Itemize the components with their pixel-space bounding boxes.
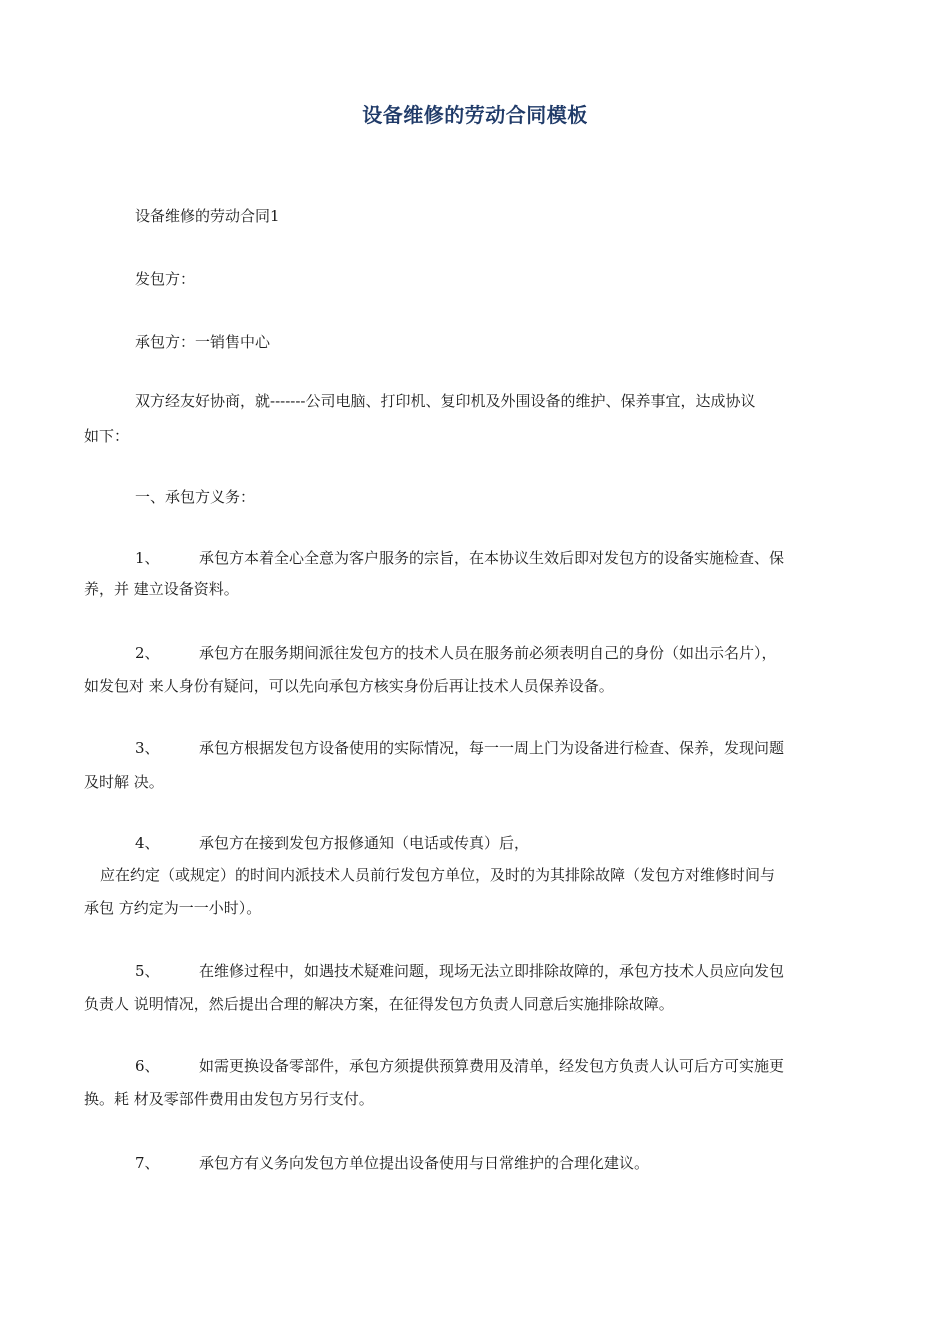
intro-paragraph-line2: 如下： — [84, 427, 130, 445]
list-item-number: 2、 — [135, 644, 160, 662]
list-item-text: 在维修过程中，如遇技术疑难问题，现场无法立即排除故障的，承包方技术人员应向发包 — [199, 962, 785, 980]
party-a-label: 发包方： — [135, 270, 196, 288]
list-item-2-line1 — [135, 644, 935, 662]
list-item-6-line1 — [135, 1057, 935, 1075]
list-item-1-line1 — [135, 549, 935, 567]
list-item-text: 承包方在接到发包方报修通知（电话或传真）后， — [199, 834, 530, 852]
list-item-number: 3、 — [135, 739, 160, 757]
party-b-label: 承包方：一销售中心 — [135, 333, 271, 351]
list-item-number: 5、 — [135, 962, 160, 980]
list-item-text: 承包方根据发包方设备使用的实际情况，每一一周上门为设备进行检查、保养，发现问题 — [199, 739, 785, 757]
section-heading: 一、承包方义务： — [135, 488, 256, 506]
list-item-number: 6、 — [135, 1057, 160, 1075]
list-item-7-line1 — [135, 1154, 935, 1172]
list-item-6-line2: 换。耗 材及零部件费用由发包方另行支付。 — [84, 1090, 374, 1108]
list-item-number: 1、 — [135, 549, 160, 567]
list-item-3-line1 — [135, 739, 935, 757]
list-item-4-line3: 承包 方约定为一一小时）。 — [84, 899, 262, 917]
list-item-3-line2: 及时解 决。 — [84, 773, 164, 791]
list-item-5-line1 — [135, 962, 935, 980]
list-item-text: 承包方有义务向发包方单位提出设备使用与日常维护的合理化建议。 — [199, 1154, 650, 1172]
list-item-text: 承包方本着全心全意为客户服务的宗旨，在本协议生效后即对发包方的设备实施检查、保 — [199, 549, 785, 567]
list-item-text: 如需更换设备零部件，承包方须提供预算费用及清单，经发包方负责人认可后方可实施更 — [199, 1057, 785, 1075]
list-item-2-line2: 如发包对 来人身份有疑问，可以先向承包方核实身份后再让技术人员保养设备。 — [84, 677, 614, 695]
list-item-5-line2: 负责人 说明情况，然后提出合理的解决方案，在征得发包方负责人同意后实施排除故障。 — [84, 995, 674, 1013]
list-item-number: 4、 — [135, 834, 160, 852]
list-item-4-line1 — [135, 834, 935, 852]
intro-paragraph-line1: 双方经友好协商，就-------公司电脑、打印机、复印机及外围设备的维护、保养事宜，达成协议 — [135, 392, 756, 410]
list-item-text: 承包方在服务期间派往发包方的技术人员在服务前必须表明自己的身份（如出示名片）， — [199, 644, 777, 662]
contract-subtitle: 设备维修的劳动合同1 — [135, 207, 280, 225]
document-title: 设备维修的劳动合同模板 — [362, 103, 588, 127]
list-item-number: 7、 — [135, 1154, 160, 1172]
list-item-1-line2: 养，并 建立设备资料。 — [84, 580, 239, 598]
list-item-4-line2: 应在约定（或规定）的时间内派技术人员前行发包方单位，及时的为其排除故障（发包方对维修时间与 — [100, 866, 776, 884]
